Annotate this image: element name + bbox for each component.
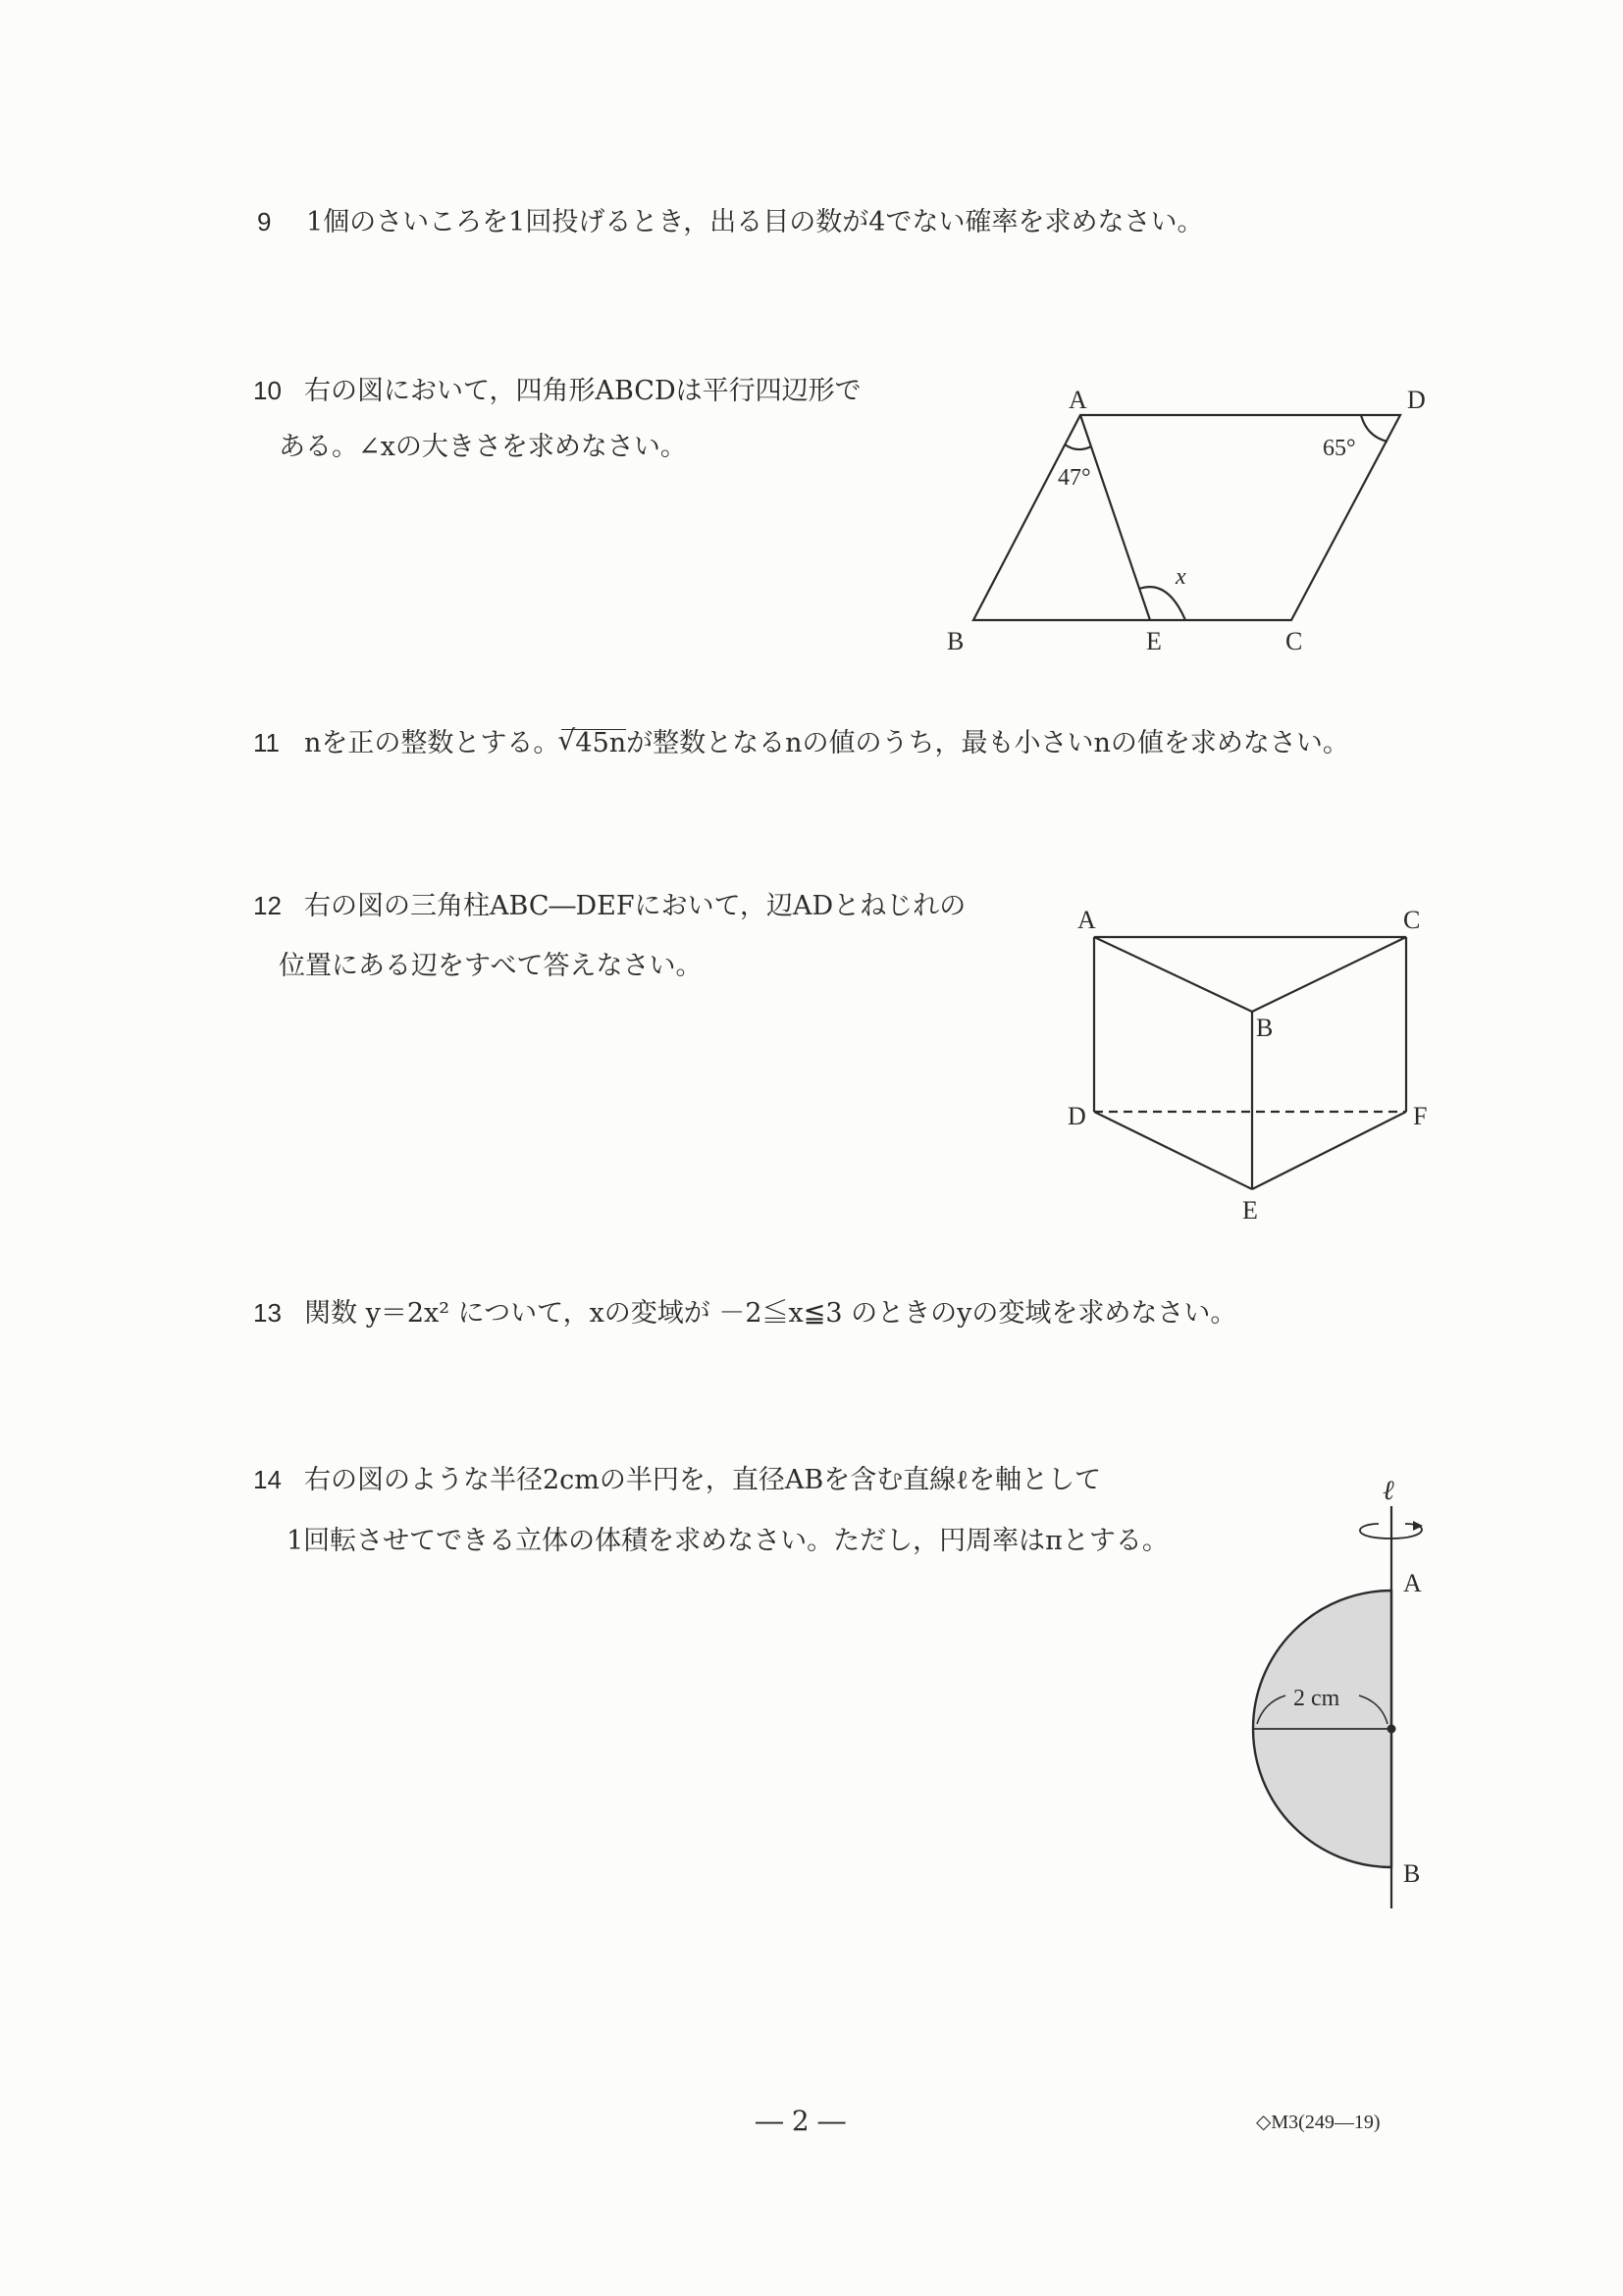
label-a: A <box>1077 906 1096 934</box>
radius-label: 2 cm <box>1293 1686 1340 1711</box>
center-point <box>1387 1725 1396 1734</box>
label-d: D <box>1068 1102 1086 1130</box>
question-number: 9 <box>257 207 272 236</box>
question-14 <box>253 1467 1101 1493</box>
question-number: 14 <box>253 1465 282 1494</box>
question-text: 1個のさいころを1回投げるとき，出る目の数が4でない確率を求めなさい。 <box>306 207 1204 237</box>
radical-45n <box>561 729 626 757</box>
angle-arc-x <box>1139 587 1185 620</box>
question-text-line-1: 右の図のような半径2cmの半円を，直径ABを含む直線ℓを軸として <box>304 1465 1102 1495</box>
angle-arc-65 <box>1361 415 1387 442</box>
question-10 <box>253 378 862 404</box>
label-a: A <box>1403 1569 1422 1597</box>
question-text: 関数 y＝2x² について，xの変域が －2≦x≦3 のときのyの変域を求めなさい。 <box>304 1298 1237 1329</box>
figure-triangular-prism <box>1060 898 1452 1231</box>
label-f: F <box>1413 1102 1428 1130</box>
figure-parallelogram <box>932 378 1442 662</box>
question-9 <box>257 209 1203 235</box>
question-text-b: が整数となるnの値のうち，最も小さいnの値を求めなさい。 <box>626 728 1349 758</box>
question-14-line-2: 1回転させてできる立体の体積を求めなさい。ただし，円周率はπとする。 <box>287 1526 1169 1556</box>
angle-arc-47 <box>1065 444 1091 449</box>
label-c: C <box>1285 627 1303 655</box>
angle-label-47: 47° <box>1058 465 1091 491</box>
angle-label-65: 65° <box>1323 436 1356 461</box>
axis-label-l: ℓ <box>1383 1476 1394 1506</box>
figure-semicircle-rotation <box>1236 1462 1452 1923</box>
question-number: 12 <box>253 891 282 920</box>
label-c: C <box>1403 906 1421 934</box>
question-text-line-1: 右の図の三角柱ABC―DEFにおいて，辺ADとねじれの <box>304 891 967 921</box>
question-11 <box>253 729 1349 757</box>
label-a: A <box>1069 386 1087 414</box>
question-number: 13 <box>253 1298 282 1328</box>
label-b: B <box>1403 1859 1421 1888</box>
label-d: D <box>1407 386 1426 414</box>
question-text-a: nを正の整数とする。 <box>304 728 560 758</box>
question-10-line-2: ある。∠xの大きさを求めなさい。 <box>279 432 687 462</box>
question-number: 10 <box>253 376 282 405</box>
page-number: ― 2 ― <box>756 2105 846 2137</box>
top-face <box>1094 937 1406 1012</box>
question-number: 11 <box>253 728 280 757</box>
label-e: E <box>1242 1196 1258 1225</box>
label-e: E <box>1146 627 1162 655</box>
label-b: B <box>1256 1014 1274 1042</box>
question-13 <box>253 1300 1236 1327</box>
question-12 <box>253 893 966 919</box>
edge-de <box>1094 1112 1252 1189</box>
edge-ef <box>1252 1112 1406 1189</box>
question-12-line-2: 位置にある辺をすべて答えなさい。 <box>279 951 703 981</box>
radicand: 45n <box>575 728 627 758</box>
question-text-line-1: 右の図において，四角形ABCDは平行四辺形で <box>304 376 862 406</box>
angle-label-x: x <box>1176 564 1186 590</box>
label-b: B <box>947 627 965 655</box>
exam-code: ◇M3(249―19) <box>1256 2112 1381 2133</box>
